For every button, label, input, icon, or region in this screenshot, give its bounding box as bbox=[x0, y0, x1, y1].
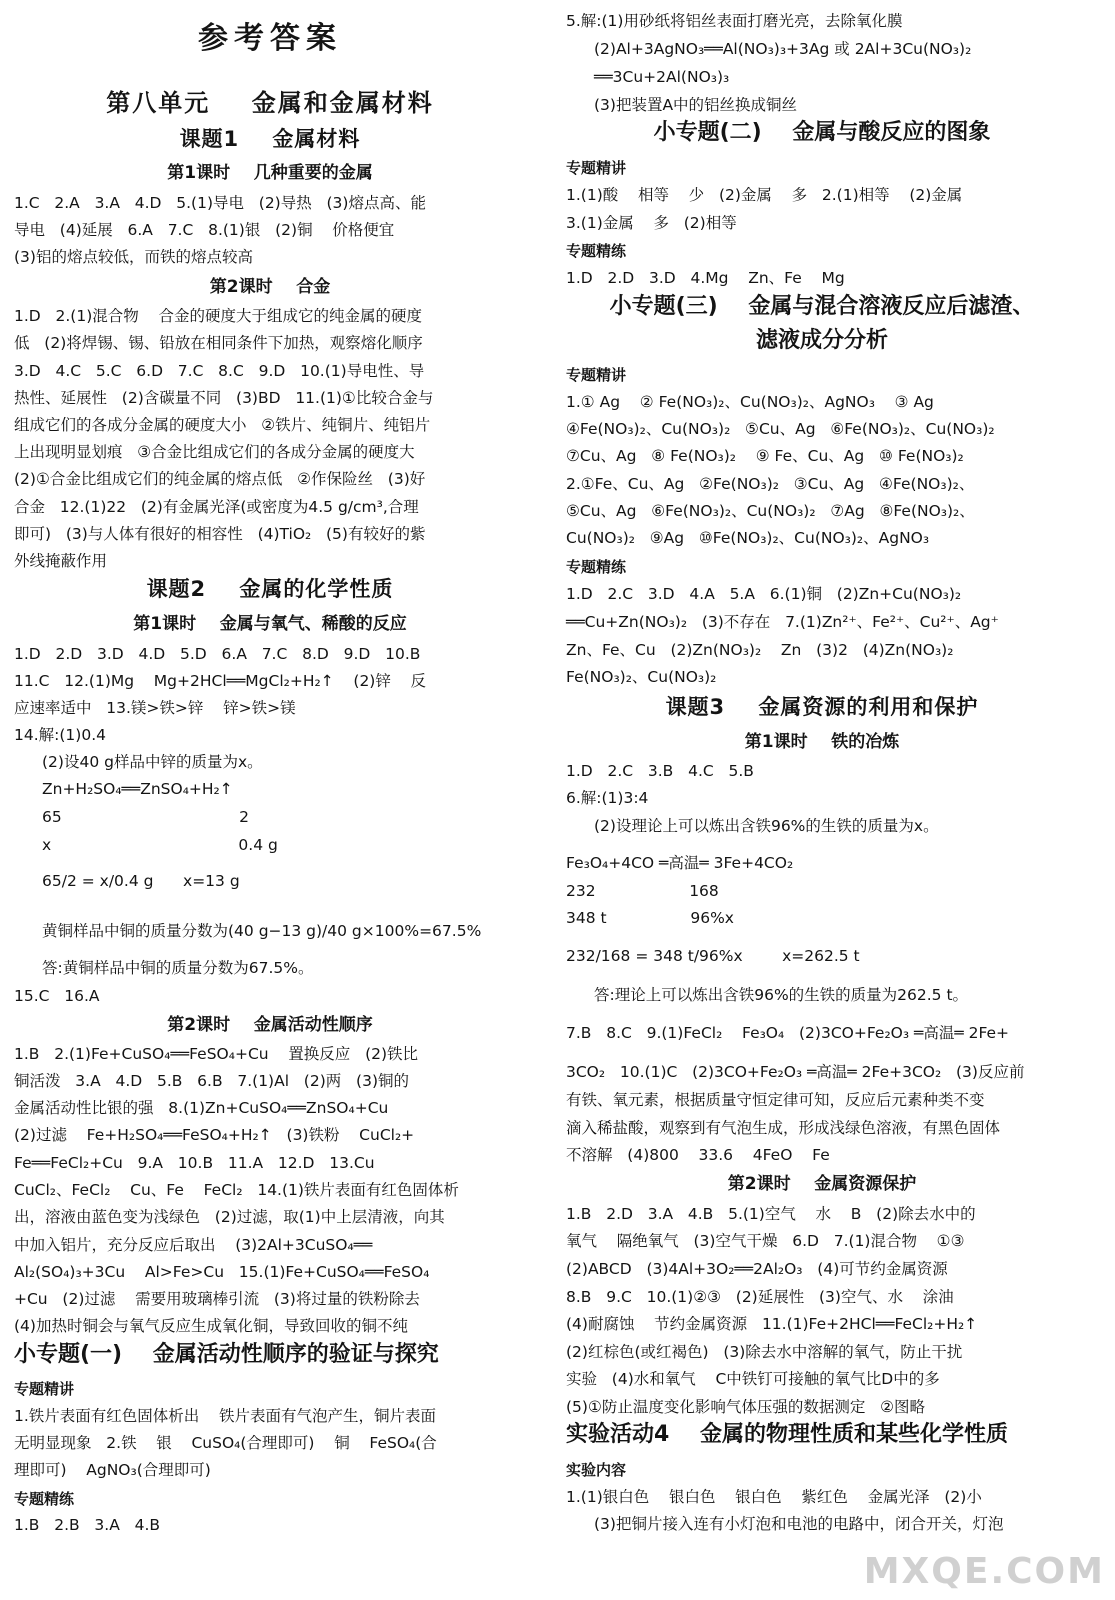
left-line: 1.B 2.B 3.A 4.B bbox=[14, 1516, 161, 1534]
left-line: 出，溶液由蓝色变为浅绿色 (2)过滤，取(1)中上层清液，向其 bbox=[14, 1208, 445, 1226]
right-line: 实验内容 bbox=[566, 1461, 627, 1479]
right-line: (2)ABCD (3)4Al+3O₂══2Al₂O₃ (4)可节约金属资源 bbox=[566, 1260, 948, 1278]
right-line: 1.(1)酸 相等 少 (2)金属 多 2.(1)相等 (2)金属 bbox=[566, 186, 963, 204]
right-line: (3)把装置A中的铝丝换成铜丝 bbox=[594, 96, 798, 114]
right-line: 小专题(二) 金属与酸反应的图象 bbox=[653, 120, 991, 145]
left-line: 参考答案 bbox=[198, 21, 342, 56]
left-line: 应速率适中 13.镁>铁>锌 锌>铁>镁 bbox=[14, 699, 296, 717]
right-line: 1.D 2.C 3.B 4.C 5.B bbox=[566, 762, 754, 780]
left-line: 外线掩蔽作用 bbox=[14, 552, 108, 570]
left-line: (2)过滤 Fe+H₂SO₄══FeSO₄+H₂↑ (3)铁粉 CuCl₂+ bbox=[14, 1126, 415, 1144]
right-line: ══3Cu+2Al(NO₃)₃ bbox=[594, 68, 730, 86]
right-line: 2.①Fe、Cu、Ag ②Fe(NO₃)₂ ③Cu、Ag ④Fe(NO₃)₂、 bbox=[566, 475, 975, 493]
left-line: 热性、延展性 (2)含碳量不同 (3)BD 11.(1)①比较合金与 bbox=[14, 389, 434, 407]
left-line: 65/2 = x/0.4 g x=13 g bbox=[42, 872, 240, 890]
right-line: 第1课时 铁的冶炼 bbox=[744, 732, 900, 752]
left-line: 组成它们的各成分金属的硬度大小 ②铁片、纯铜片、纯铝片 bbox=[14, 416, 431, 434]
left-line: 15.C 16.A bbox=[14, 987, 100, 1005]
right-line: 专题精练 bbox=[566, 558, 627, 576]
left-line: 合金 12.(1)22 (2)有金属光泽(或密度为4.5 g/cm³,合理 bbox=[14, 498, 419, 516]
left-line: 铜活泼 3.A 4.D 5.B 6.B 7.(1)Al (2)两 (3)铜的 bbox=[14, 1072, 409, 1090]
left-line: 理即可) AgNO₃(合理即可) bbox=[14, 1461, 211, 1479]
left-line: 专题精练 bbox=[14, 1490, 75, 1508]
right-line: Cu(NO₃)₂ ⑨Ag ⑩Fe(NO₃)₂、Cu(NO₃)₂、AgNO₃ bbox=[566, 529, 930, 547]
left-line: Al₂(SO₄)₃+3Cu Al>Fe>Cu 15.(1)Fe+CuSO₄══FeSO₄ bbox=[14, 1263, 430, 1281]
left-line: 低 (2)将焊锡、锡、铅放在相同条件下加热，观察熔化顺序 bbox=[14, 334, 423, 352]
right-line: 答:理论上可以炼出含铁96%的生铁的质量为262.5 t。 bbox=[594, 986, 969, 1004]
left-line: 第1课时 几种重要的金属 bbox=[167, 163, 373, 183]
left-line: Fe══FeCl₂+Cu 9.A 10.B 11.A 12.D 13.Cu bbox=[14, 1154, 375, 1172]
right-line: 课题3 金属资源的利用和保护 bbox=[665, 695, 979, 719]
right-line: 3CO₂ 10.(1)C (2)3CO+Fe₂O₃ ═高温═ 2Fe+3CO₂ (3)反应前 bbox=[566, 1063, 1025, 1081]
right-line: (2)Al+3AgNO₃══Al(NO₃)₃+3Ag 或 2Al+3Cu(NO₃)₂ bbox=[594, 40, 972, 58]
right-line: 专题精讲 bbox=[566, 366, 627, 384]
right-line: Fe(NO₃)₂、Cu(NO₃)₂ bbox=[566, 668, 717, 686]
right-line: 不溶解 (4)800 33.6 4FeO Fe bbox=[566, 1146, 830, 1164]
left-line: 课题1 金属材料 bbox=[179, 127, 361, 151]
left-line: 小专题(一) 金属活动性顺序的验证与探究 bbox=[14, 1342, 439, 1367]
right-line: 7.B 8.C 9.(1)FeCl₂ Fe₃O₄ (2)3CO+Fe₂O₃ ═高温═ 2Fe+ bbox=[566, 1024, 1010, 1042]
left-line: 1.B 2.(1)Fe+CuSO₄══FeSO₄+Cu 置换反应 (2)铁比 bbox=[14, 1045, 419, 1063]
left-line: 1.D 2.D 3.D 4.D 5.D 6.A 7.C 8.D 9.D 10.B bbox=[14, 645, 421, 663]
right-line: 专题精讲 bbox=[566, 159, 627, 177]
left-line: 黄铜样品中铜的质量分数为(40 g−13 g)/40 g×100%=67.5% bbox=[42, 922, 482, 940]
right-line: 专题精练 bbox=[566, 242, 627, 260]
right-line: 8.B 9.C 10.(1)②③ (2)延展性 (3)空气、水 涂油 bbox=[566, 1288, 954, 1306]
left-line: 1.D 2.(1)混合物 合金的硬度大于组成它的纯金属的硬度 bbox=[14, 307, 422, 325]
right-line: 1.D 2.D 3.D 4.Mg Zn、Fe Mg bbox=[566, 269, 845, 287]
right-line: (2)红棕色(或红褐色) (3)除去水中溶解的氧气，防止干扰 bbox=[566, 1343, 963, 1361]
left-line: 课题2 金属的化学性质 bbox=[146, 577, 394, 601]
left-line: (2)①合金比组成它们的纯金属的熔点低 ②作保险丝 (3)好 bbox=[14, 470, 426, 488]
right-line: 滤液成分分析 bbox=[755, 328, 888, 353]
left-line: 第八单元 金属和金属材料 bbox=[106, 89, 434, 117]
left-line: 上出现明显划痕 ③合金比组成它们的各成分金属的硬度大 bbox=[14, 443, 415, 461]
right-line: ⑦Cu、Ag ⑧ Fe(NO₃)₂ ⑨ Fe、Cu、Ag ⑩ Fe(NO₃)₂ bbox=[566, 447, 964, 465]
left-line: x 0.4 g bbox=[42, 836, 278, 854]
left-line: 14.解:(1)0.4 bbox=[14, 726, 106, 744]
right-line: ⑤Cu、Ag ⑥Fe(NO₃)₂、Cu(NO₃)₂ ⑦Ag ⑧Fe(NO₃)₂、 bbox=[566, 502, 975, 520]
left-line: (2)设40 g样品中锌的质量为x。 bbox=[42, 753, 263, 771]
right-line: ══Cu+Zn(NO₃)₂ (3)不存在 7.(1)Zn²⁺、Fe²⁺、Cu²⁺、Ag⁺ bbox=[566, 613, 999, 631]
right-line: 1.(1)银白色 银白色 银白色 紫红色 金属光泽 (2)小 bbox=[566, 1488, 982, 1506]
right-line: 第2课时 金属资源保护 bbox=[727, 1174, 917, 1194]
right-line: 6.解:(1)3:4 bbox=[566, 789, 649, 807]
left-line: 即可) (3)与人体有很好的相容性 (4)TiO₂ (5)有较好的紫 bbox=[14, 525, 426, 543]
left-line: 导电 (4)延展 6.A 7.C 8.(1)银 (2)铜 价格便宜 bbox=[14, 221, 395, 239]
left-line: +Cu (2)过滤 需要用玻璃棒引流 (3)将过量的铁粉除去 bbox=[14, 1290, 420, 1308]
right-line: 有铁、氧元素，根据质量守恒定律可知，反应后元素种类不变 bbox=[566, 1091, 985, 1109]
left-line: 1.C 2.A 3.A 4.D 5.(1)导电 (2)导热 (3)熔点高、能 bbox=[14, 194, 426, 212]
right-line: 实验活动4 金属的物理性质和某些化学性质 bbox=[566, 1422, 1008, 1447]
right-line: (3)把铜片接入连有小灯泡和电池的电路中，闭合开关，灯泡 bbox=[594, 1515, 1004, 1533]
right-line: 232 168 bbox=[566, 882, 719, 900]
right-line: 1.D 2.C 3.D 4.A 5.A 6.(1)铜 (2)Zn+Cu(NO₃)₂ bbox=[566, 585, 962, 603]
left-line: 65 2 bbox=[42, 808, 249, 826]
right-line: 小专题(三) 金属与混合溶液反应后滤渣、 bbox=[609, 294, 1035, 319]
left-line: 中加入铝片，充分反应后取出 (3)2Al+3CuSO₄══ bbox=[14, 1236, 373, 1254]
left-line: 无明显现象 2.铁 银 CuSO₄(合理即可) 铜 FeSO₄(合 bbox=[14, 1434, 437, 1452]
site-watermark: MXQE.COM bbox=[863, 1551, 1105, 1592]
left-line: (3)铝的熔点较低，而铁的熔点较高 bbox=[14, 248, 253, 266]
left-line: CuCl₂、FeCl₂ Cu、Fe FeCl₂ 14.(1)铁片表面有红色固体析 bbox=[14, 1181, 459, 1199]
left-line: 3.D 4.C 5.C 6.D 7.C 8.C 9.D 10.(1)导电性、导 bbox=[14, 362, 425, 380]
right-line: 348 t 96%x bbox=[566, 909, 734, 927]
right-line: 氧气 隔绝氧气 (3)空气干燥 6.D 7.(1)混合物 ①③ bbox=[566, 1232, 965, 1250]
left-line: 11.C 12.(1)Mg Mg+2HCl══MgCl₂+H₂↑ (2)锌 反 bbox=[14, 672, 427, 690]
right-line: (4)耐腐蚀 节约金属资源 11.(1)Fe+2HCl══FeCl₂+H₂↑ bbox=[566, 1315, 978, 1333]
left-line: 第2课时 金属活动性顺序 bbox=[167, 1015, 373, 1035]
right-line: ④Fe(NO₃)₂、Cu(NO₃)₂ ⑤Cu、Ag ⑥Fe(NO₃)₂、Cu(NO₃)₂ bbox=[566, 420, 995, 438]
left-line: 1.铁片表面有红色固体析出 铁片表面有气泡产生，铜片表面 bbox=[14, 1407, 436, 1425]
right-line: 实验 (4)水和氧气 C中铁钉可接触的氧气比D中的多 bbox=[566, 1370, 940, 1388]
right-line: 1.B 2.D 3.A 4.B 5.(1)空气 水 B (2)除去水中的 bbox=[566, 1205, 976, 1223]
left-line: 金属活动性比银的强 8.(1)Zn+CuSO₄══ZnSO₄+Cu bbox=[14, 1099, 389, 1117]
right-line: 5.解:(1)用砂纸将铝丝表面打磨光亮，去除氧化膜 bbox=[566, 12, 903, 30]
right-line: Fe₃O₄+4CO ═高温═ 3Fe+4CO₂ bbox=[566, 854, 794, 872]
right-line: (5)①防止温度变化影响气体压强的数据测定 ②图略 bbox=[566, 1398, 926, 1416]
right-line: 1.① Ag ② Fe(NO₃)₂、Cu(NO₃)₂、AgNO₃ ③ Ag bbox=[566, 393, 934, 411]
right-line: 232/168 = 348 t/96%x x=262.5 t bbox=[566, 947, 860, 965]
left-line: 第2课时 合金 bbox=[209, 277, 331, 297]
right-line: 3.(1)金属 多 (2)相等 bbox=[566, 214, 737, 232]
right-line: 滴入稀盐酸，观察到有气泡生成，形成浅绿色溶液，有黑色固体 bbox=[566, 1119, 1001, 1137]
left-line: 第1课时 金属与氧气、稀酸的反应 bbox=[133, 614, 407, 634]
left-line: Zn+H₂SO₄══ZnSO₄+H₂↑ bbox=[42, 780, 233, 798]
right-line: (2)设理论上可以炼出含铁96%的生铁的质量为x。 bbox=[594, 817, 939, 835]
left-line: 答:黄铜样品中铜的质量分数为67.5%。 bbox=[42, 959, 314, 977]
left-line: (4)加热时铜会与氧气反应生成氧化铜，导致回收的铜不纯 bbox=[14, 1317, 408, 1335]
right-line: Zn、Fe、Cu (2)Zn(NO₃)₂ Zn (3)2 (4)Zn(NO₃)₂ bbox=[566, 641, 954, 659]
left-line: 专题精讲 bbox=[14, 1380, 75, 1398]
